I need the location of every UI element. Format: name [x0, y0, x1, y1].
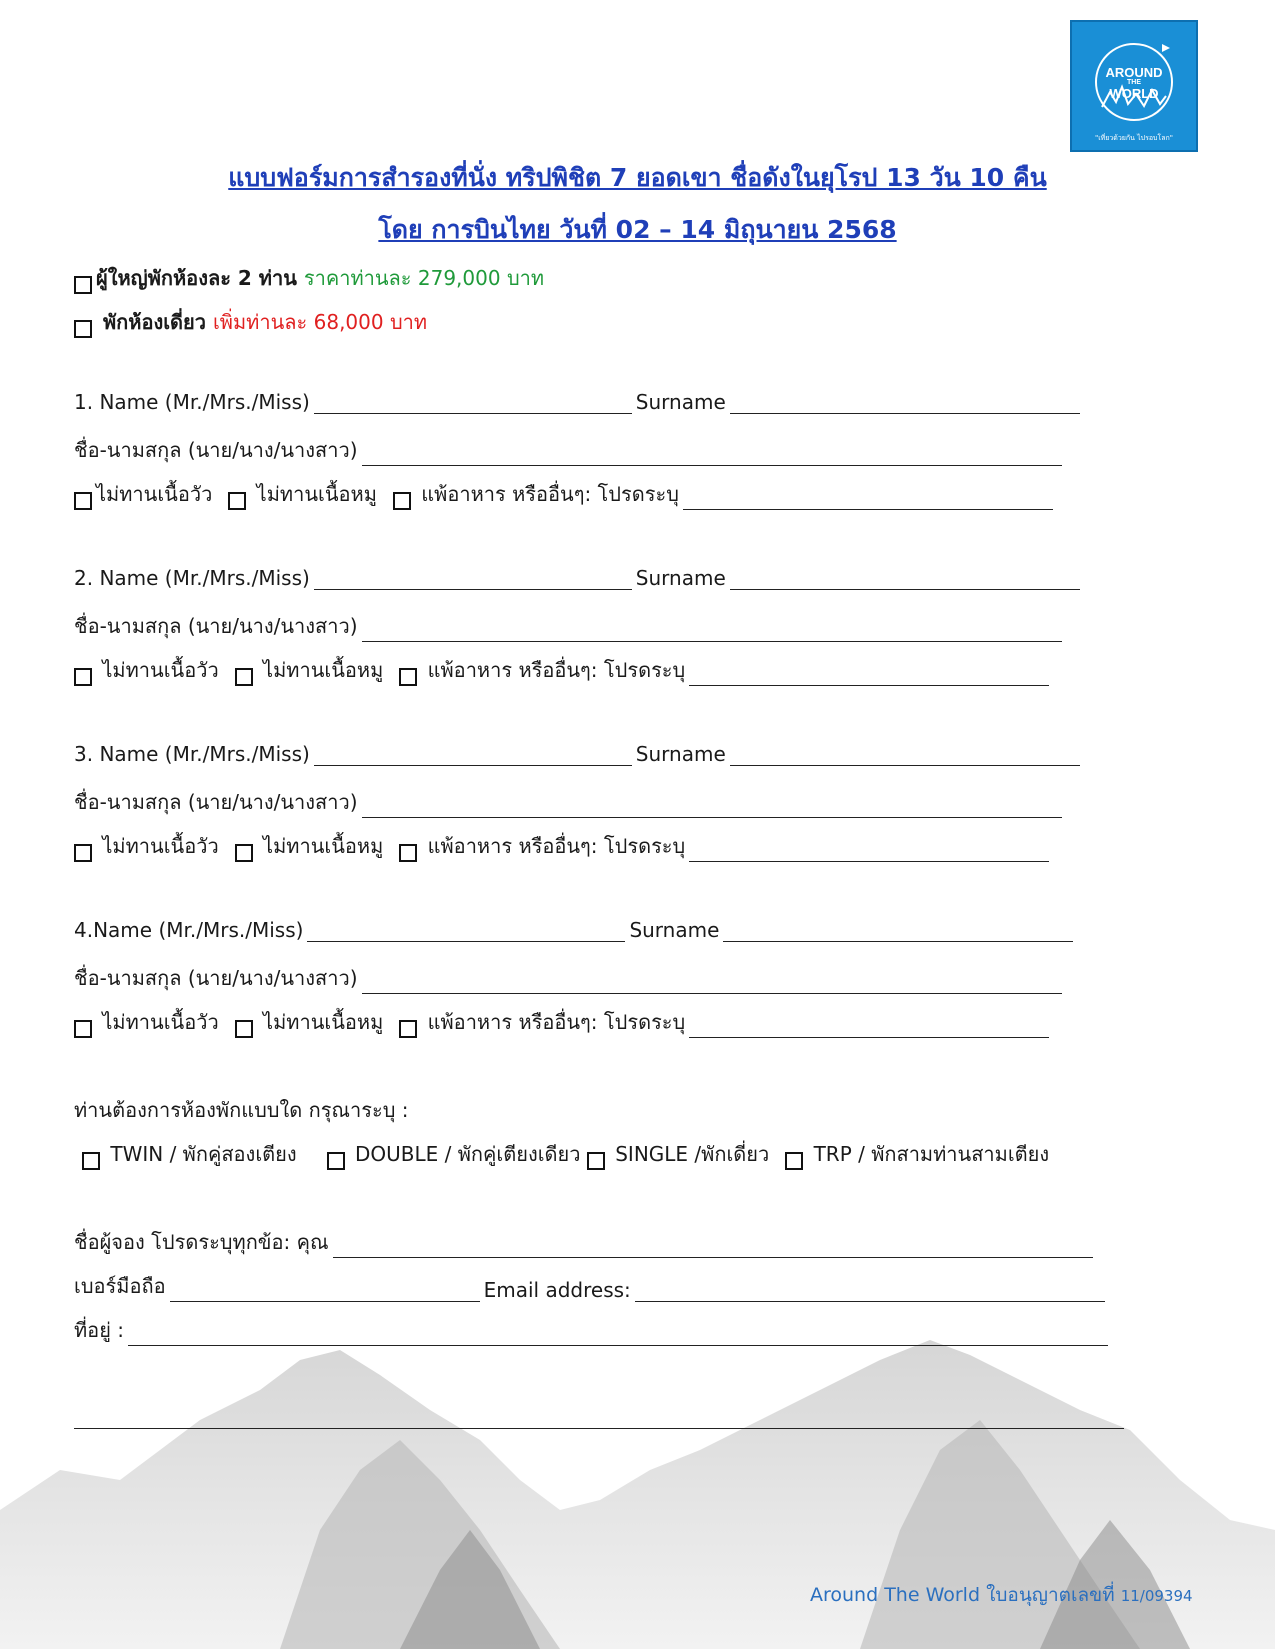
no-beef-label: ไม่ทานเนื้อวัว: [102, 834, 219, 858]
name-field[interactable]: [307, 921, 625, 942]
booker-label: ชื่อผู้จอง โปรดระบุทุกข้อ: คุณ: [74, 1230, 329, 1254]
no-beef-checkbox[interactable]: [74, 668, 92, 686]
traveler-1-name-row: [74, 390, 1084, 414]
allergy-field[interactable]: [689, 665, 1049, 686]
single-checkbox[interactable]: [587, 1152, 605, 1170]
logo-word-the: THE: [1127, 79, 1141, 86]
mobile-label: เบอร์มือถือ: [74, 1274, 166, 1298]
allergy-checkbox[interactable]: [399, 1020, 417, 1038]
allergy-label: แพ้อาหาร หรืออื่นๆ: โปรดระบุ: [427, 658, 686, 682]
logo-text: [1072, 66, 1196, 100]
traveler-3-thai-name-row: [74, 786, 1066, 818]
single-room-checkbox[interactable]: [74, 320, 92, 338]
footer-brand: Around The World ใบอนุญาตเลขที่: [810, 1584, 1115, 1606]
allergy-field[interactable]: [689, 841, 1049, 862]
no-pork-checkbox[interactable]: [235, 1020, 253, 1038]
pricing-single-row: [74, 306, 427, 338]
logo-word-world: WORLD: [1109, 86, 1159, 101]
traveler-4-diet-row: [74, 1006, 1053, 1038]
thai-name-field[interactable]: [362, 445, 1062, 466]
no-pork-checkbox[interactable]: [228, 492, 246, 510]
name-field[interactable]: [314, 569, 632, 590]
traveler-1-thai-name-row: [74, 434, 1066, 466]
single-price: เพิ่มท่านละ 68,000 บาท: [212, 310, 428, 334]
surname-field[interactable]: [730, 569, 1080, 590]
name-field[interactable]: [314, 745, 632, 766]
twin-checkbox[interactable]: [82, 1152, 100, 1170]
room-options-row: [82, 1138, 1049, 1170]
traveler-2-name-row: [74, 566, 1084, 590]
no-beef-checkbox[interactable]: [74, 844, 92, 862]
traveler-4-name-row: [74, 918, 1077, 942]
footer-license: [810, 1580, 1193, 1610]
adult-label: ผู้ใหญ่พักห้องละ 2 ท่าน: [96, 266, 297, 290]
no-pork-checkbox[interactable]: [235, 668, 253, 686]
room-question-label: ท่านต้องการห้องพักแบบใด กรุณาระบุ :: [74, 1098, 409, 1122]
thai-name-field[interactable]: [362, 973, 1062, 994]
room-question: [74, 1094, 409, 1126]
twin-label: TWIN / พักคู่สองเตียง: [110, 1142, 297, 1166]
email-field[interactable]: [635, 1281, 1105, 1302]
adult-checkbox[interactable]: [74, 276, 92, 294]
trp-label: TRP / พักสามท่านสามเตียง: [813, 1142, 1050, 1166]
traveler-3-name-row: [74, 742, 1084, 766]
address-row: [74, 1314, 1112, 1346]
no-pork-label: ไม่ทานเนื้อหมู: [256, 482, 377, 506]
no-pork-label: ไม่ทานเนื้อหมู: [263, 834, 384, 858]
thai-name-label: ชื่อ-นามสกุล (นาย/นาง/นางสาว): [74, 966, 358, 990]
booker-row: [74, 1226, 1097, 1258]
traveler-1-diet-row: [74, 478, 1057, 510]
name-label: 2. Name (Mr./Mrs./Miss): [74, 566, 310, 590]
no-beef-label: ไม่ทานเนื้อวัว: [96, 482, 213, 506]
logo-word-around: AROUND: [1105, 65, 1163, 80]
surname-label: Surname: [635, 566, 726, 590]
adult-price: ราคาท่านละ 279,000 บาท: [303, 266, 545, 290]
thai-name-label: ชื่อ-นามสกุล (นาย/นาง/นางสาว): [74, 438, 358, 462]
no-beef-label: ไม่ทานเนื้อวัว: [102, 658, 219, 682]
allergy-label: แพ้อาหาร หรืออื่นๆ: โปรดระบุ: [421, 482, 679, 506]
allergy-label: แพ้อาหาร หรืออื่นๆ: โปรดระบุ: [427, 834, 686, 858]
email-label: Email address:: [483, 1278, 631, 1302]
no-beef-checkbox[interactable]: [74, 492, 92, 510]
form-title: แบบฟอร์มการสำรองที่นั่ง ทริปพิชิต 7 ยอดเขา ชื่อดังในยุโรป 13 วัน 10 คืน: [228, 163, 1047, 192]
name-label: 4.Name (Mr./Mrs./Miss): [74, 918, 304, 942]
surname-label: Surname: [629, 918, 720, 942]
address-field-line2[interactable]: [74, 1428, 1124, 1429]
single-option-label: SINGLE /พักเดี่ยว: [615, 1142, 770, 1166]
footer-license-number: 11/09394: [1120, 1587, 1193, 1605]
booker-field[interactable]: [333, 1237, 1093, 1258]
form-subtitle: โดย การบินไทย วันที่ 02 – 14 มิถุนายน 2568: [378, 215, 897, 244]
surname-label: Surname: [635, 390, 726, 414]
logo-tagline: "เที่ยวด้วยกัน ไปรอบโลก": [1095, 134, 1173, 142]
no-pork-checkbox[interactable]: [235, 844, 253, 862]
around-the-world-logo: [1070, 20, 1198, 152]
traveler-2-thai-name-row: [74, 610, 1066, 642]
thai-name-field[interactable]: [362, 797, 1062, 818]
surname-label: Surname: [635, 742, 726, 766]
trp-checkbox[interactable]: [785, 1152, 803, 1170]
allergy-checkbox[interactable]: [399, 844, 417, 862]
surname-field[interactable]: [730, 745, 1080, 766]
double-checkbox[interactable]: [327, 1152, 345, 1170]
allergy-label: แพ้อาหาร หรืออื่นๆ: โปรดระบุ: [427, 1010, 686, 1034]
name-label: 1. Name (Mr./Mrs./Miss): [74, 390, 310, 414]
allergy-field[interactable]: [689, 1017, 1049, 1038]
single-label: พักห้องเดี่ยว: [102, 310, 206, 334]
no-beef-checkbox[interactable]: [74, 1020, 92, 1038]
mobile-field[interactable]: [170, 1281, 480, 1302]
mobile-email-row: [74, 1270, 1109, 1302]
pricing-adult-row: [74, 262, 544, 294]
thai-name-label: ชื่อ-นามสกุล (นาย/นาง/นางสาว): [74, 790, 358, 814]
no-pork-label: ไม่ทานเนื้อหมู: [263, 658, 384, 682]
no-pork-label: ไม่ทานเนื้อหมู: [263, 1010, 384, 1034]
no-beef-label: ไม่ทานเนื้อวัว: [102, 1010, 219, 1034]
allergy-checkbox[interactable]: [393, 492, 411, 510]
surname-field[interactable]: [723, 921, 1073, 942]
double-label: DOUBLE / พักคู่เตียงเดียว: [355, 1142, 581, 1166]
allergy-checkbox[interactable]: [399, 668, 417, 686]
traveler-3-diet-row: [74, 830, 1053, 862]
name-label: 3. Name (Mr./Mrs./Miss): [74, 742, 310, 766]
address-field[interactable]: [128, 1325, 1108, 1346]
name-field[interactable]: [314, 393, 632, 414]
thai-name-label: ชื่อ-นามสกุล (นาย/นาง/นางสาว): [74, 614, 358, 638]
traveler-4-thai-name-row: [74, 962, 1066, 994]
traveler-2-diet-row: [74, 654, 1053, 686]
allergy-field[interactable]: [683, 489, 1053, 510]
thai-name-field[interactable]: [362, 621, 1062, 642]
address-label: ที่อยู่ :: [74, 1318, 125, 1342]
surname-field[interactable]: [730, 393, 1080, 414]
